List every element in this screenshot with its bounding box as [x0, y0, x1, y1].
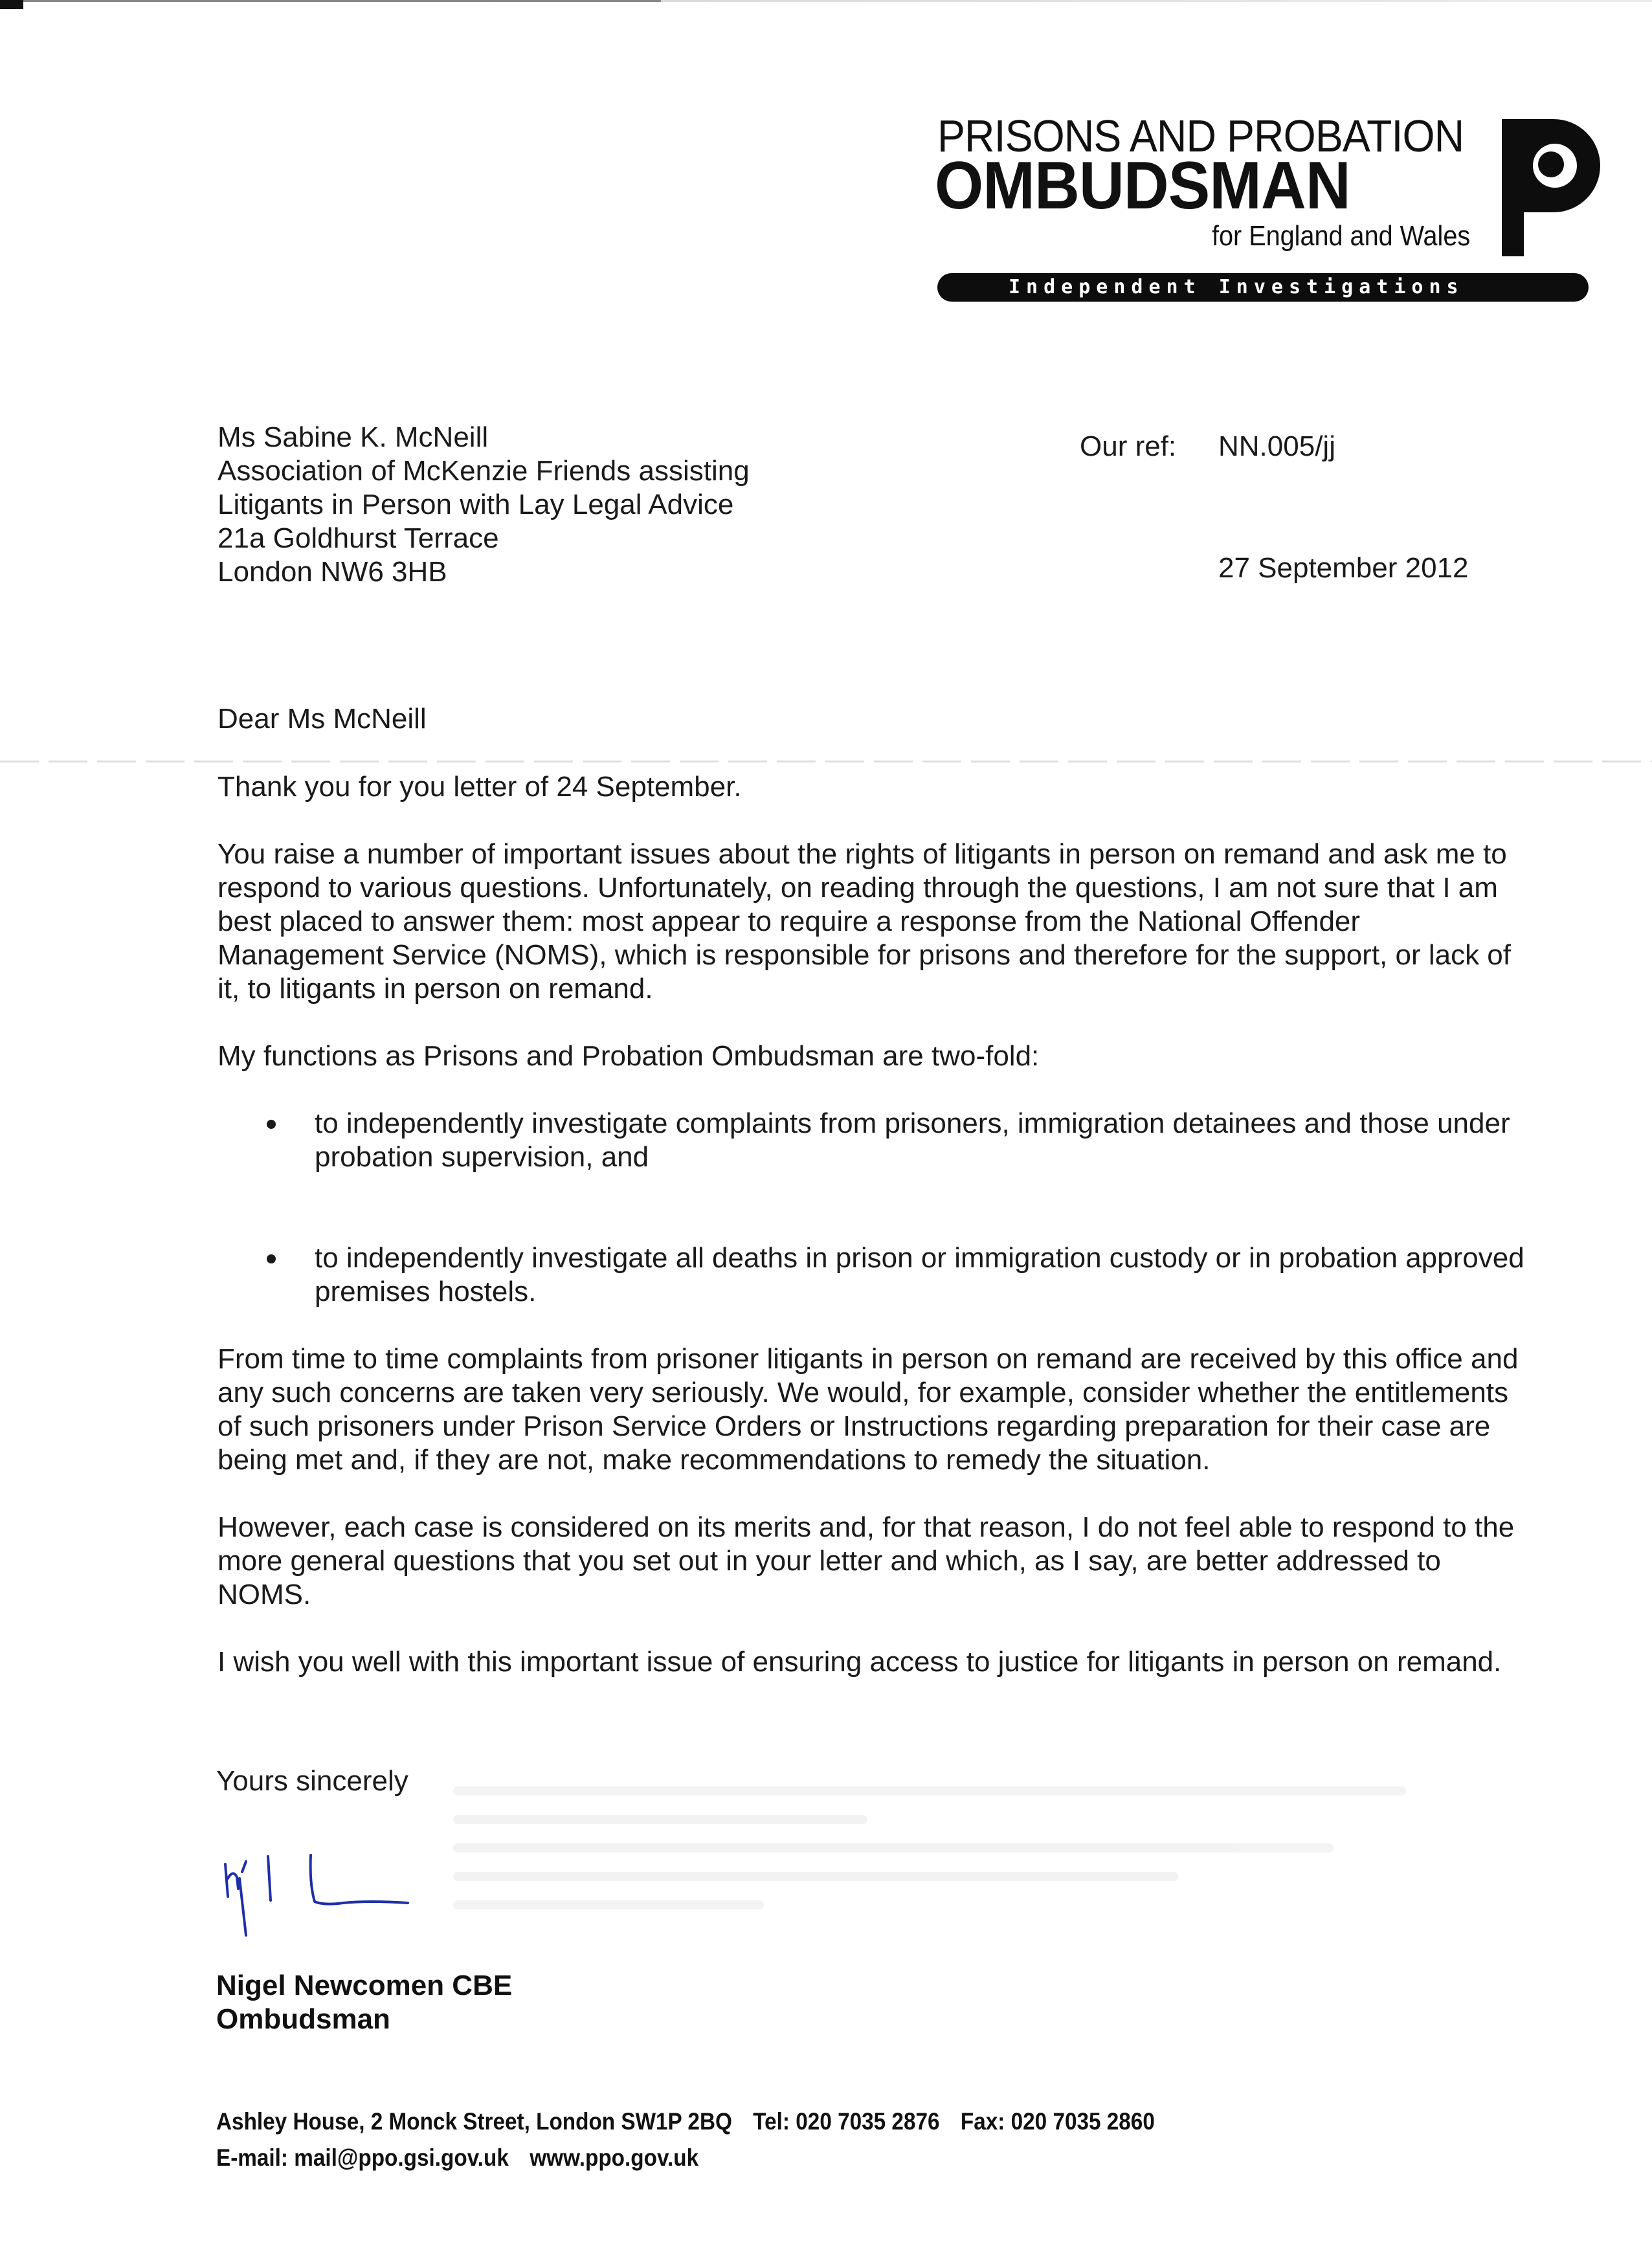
footer-fax: Fax: 020 7035 2860: [960, 2108, 1155, 2135]
body-paragraph: My functions as Prisons and Probation Ombudsman are two-fold:: [218, 1040, 1040, 1072]
body-paragraph: From time to time complaints from prisoner litigants in person on remand are received by this office and any such concerns are taken very seriously. We would, for example, consider whether the entitlements of such prisoners under Prison Service Orders or Instructions regarding preparation for their case are being met and, if they are not, make recommendations to remedy the situation.: [218, 1343, 1519, 1476]
body-paragraph: Thank you for you letter of 24 September.: [218, 771, 742, 803]
reference-value: NN.005/jj: [1218, 430, 1335, 462]
scan-corner-mark: [0, 0, 23, 9]
bullet-icon: [267, 1120, 276, 1129]
logo-line-ombudsman: OMBUDSMAN: [935, 148, 1350, 223]
footer-address: Ashley House, 2 Monck Street, London SW1P 2BQ: [216, 2108, 732, 2135]
reference-label: Our ref:: [1080, 430, 1177, 462]
recipient-line: Ms Sabine K. McNeill: [218, 421, 489, 453]
logo-line-prisons-probation: PRISONS AND PROBATION: [937, 111, 1464, 161]
recipient-line: Association of McKenzie Friends assisting: [218, 455, 750, 487]
footer-website: www.ppo.gov.uk: [530, 2144, 699, 2171]
recipient-line: 21a Goldhurst Terrace: [218, 522, 499, 554]
body-paragraph: You raise a number of important issues about the rights of litigants in person on remand and ask me to respond to various questions. Unfortunately, on reading through the questions, I am not sure that I am best placed to answer them: most appear to require a response from the National Offender Management Service (NOMS), which is responsible for prisons and therefore for the support, or lack of it, to litigants in person on remand.: [218, 838, 1512, 1005]
footer-line-2: [216, 2140, 1176, 2176]
footer-tel: Tel: 020 7035 2876: [753, 2108, 940, 2135]
show-through-text: [453, 1786, 1489, 1994]
signer-block: [216, 1969, 512, 2036]
salutation: Dear Ms McNeill: [218, 703, 427, 735]
recipient-address: [218, 421, 750, 589]
letterhead-logo: [932, 110, 1605, 304]
bullet-icon: [267, 1254, 276, 1263]
letter-date: 27 September 2012: [1218, 552, 1469, 584]
signer-name: Nigel Newcomen CBE: [216, 1970, 513, 2001]
footer-line-1: [216, 2104, 1176, 2140]
signer-title: Ombudsman: [216, 2003, 390, 2035]
letter-footer: [216, 2104, 1176, 2176]
logo-tagline-banner: [937, 273, 1589, 302]
scan-edge-line: [0, 0, 1652, 2]
letter-body: [218, 770, 1525, 1713]
functions-list: [218, 1107, 1525, 1309]
logo-p-mark-icon: [1502, 114, 1605, 256]
list-item: [218, 1107, 1525, 1174]
body-paragraph: I wish you well with this important issue of ensuring access to justice for litigants in person on remand.: [218, 1646, 1502, 1678]
logo-tagline: Independent Investigations: [1009, 276, 1464, 298]
closing: Yours sincerely: [216, 1765, 408, 1797]
handwritten-signature: [214, 1838, 434, 1955]
recipient-line: Litigants in Person with Lay Legal Advice: [218, 489, 734, 520]
body-paragraph: However, each case is considered on its merits and, for that reason, I do not feel able to respond to the more general questions that you set out in your letter and which, as I say, are better addressed to NOMS.: [218, 1511, 1515, 1610]
footer-email: E-mail: mail@ppo.gsi.gov.uk: [216, 2144, 509, 2171]
list-item-text: to independently investigate complaints from prisoners, immigration detainees and those under probation supervision, and: [315, 1107, 1510, 1173]
list-item-text: to independently investigate all deaths in prison or immigration custody or in probation approved premises hostels.: [315, 1242, 1524, 1307]
logo-line-region: for England and Wales: [1212, 220, 1471, 252]
recipient-line: London NW6 3HB: [218, 556, 447, 588]
fold-line: [0, 761, 1652, 762]
list-item: [218, 1241, 1525, 1309]
